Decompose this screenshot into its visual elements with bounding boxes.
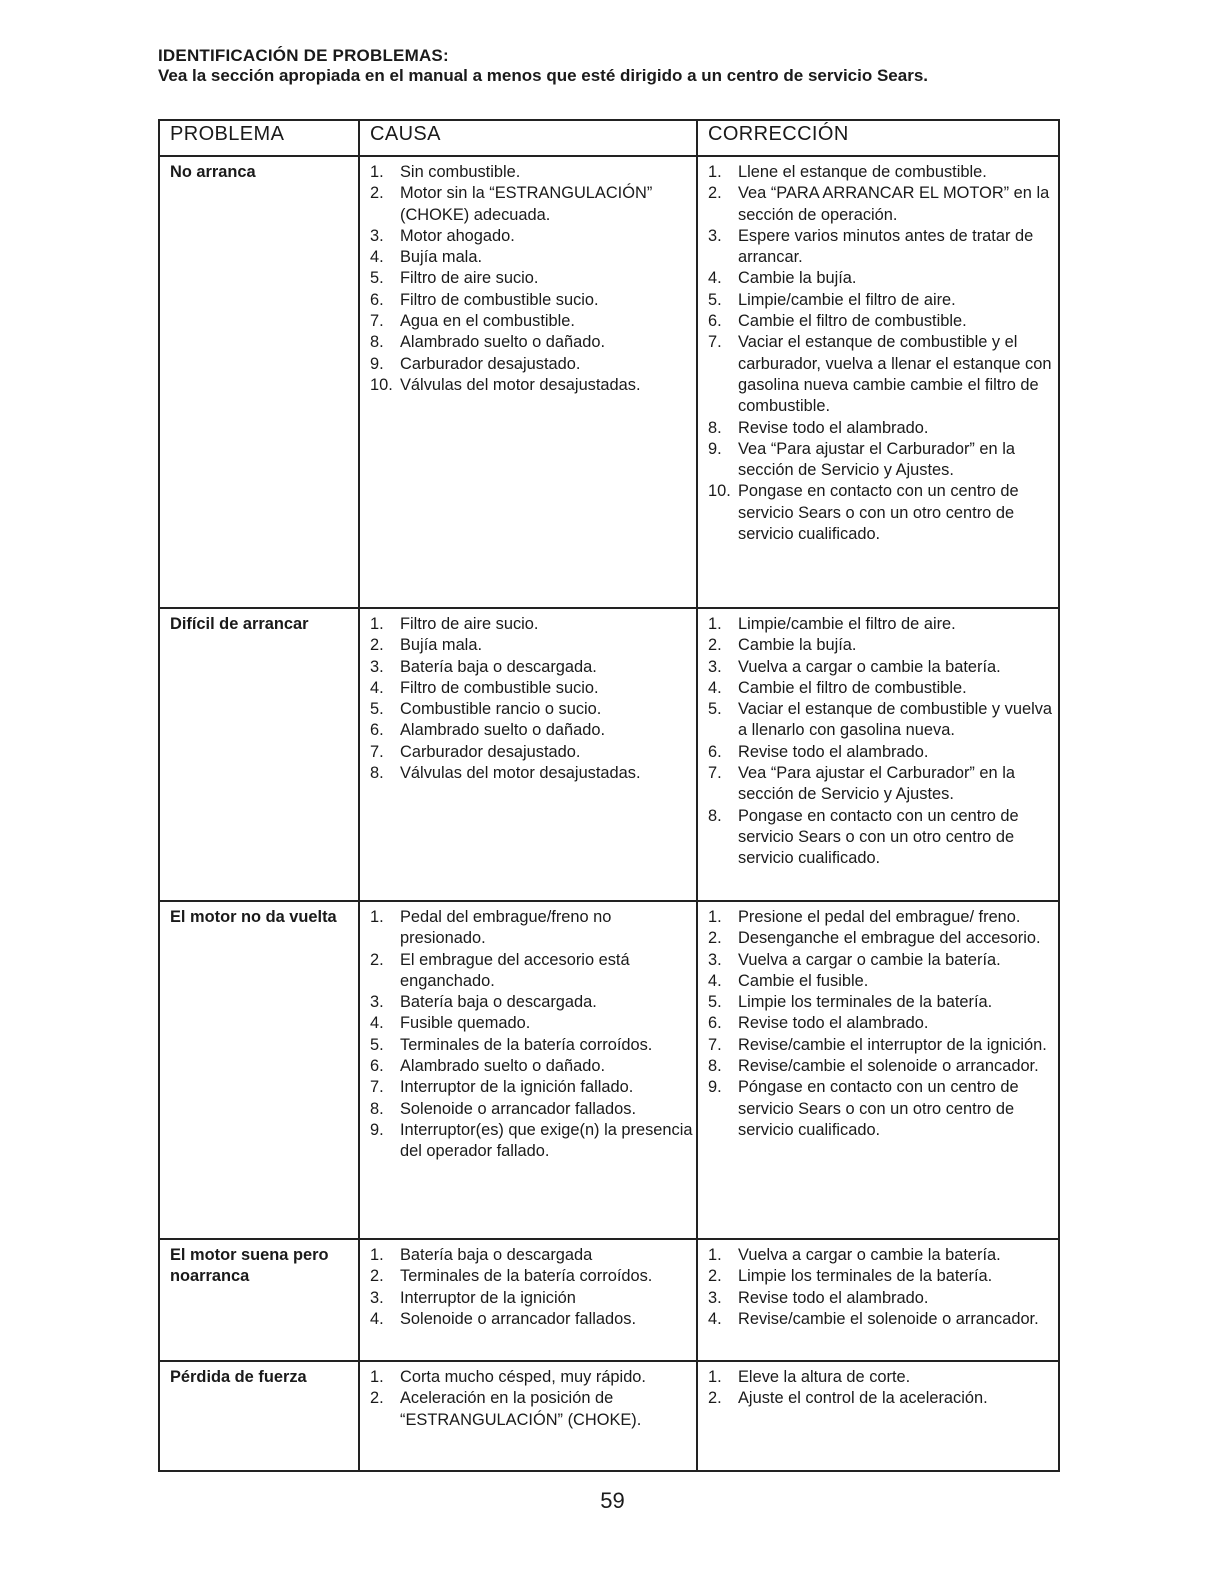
item-number: 9. <box>708 439 722 458</box>
cause-item <box>370 247 694 268</box>
cause-item <box>370 907 694 950</box>
correction-cell <box>697 901 1059 1239</box>
item-number: 2. <box>708 184 722 203</box>
problem-cell: Difícil de arrancar <box>159 608 359 901</box>
item-number: 5. <box>708 290 722 309</box>
item-text: Espere varios minutos antes de tratar de arrancar. <box>738 226 1034 267</box>
item-number: 6. <box>708 742 722 761</box>
item-text: Revise/cambie el interruptor de la ignición. <box>738 1035 1047 1054</box>
item-number: 5. <box>370 1035 384 1054</box>
item-number: 9. <box>708 1078 722 1097</box>
item-number: 9. <box>370 354 384 373</box>
item-text: Póngase en contacto con un centro de servicio Sears o con un otro centro de servicio cualificado. <box>738 1078 1019 1139</box>
item-text: Carburador desajustado. <box>400 354 581 373</box>
cause-item <box>370 1367 694 1388</box>
item-text: Vea “Para ajustar el Carburador” en la sección de Servicio y Ajustes. <box>738 764 1015 804</box>
item-text: Bujía mala. <box>400 248 482 267</box>
item-text: Motor sin la “ESTRANGULACIÓN” (CHOKE) adecuada. <box>400 184 653 224</box>
item-text: Agua en el combustible. <box>400 312 575 331</box>
correction-list <box>708 614 1056 870</box>
item-text: Pongase en contacto con un centro de servicio Sears o con un otro centro de servicio cualificado. <box>738 482 1019 544</box>
item-text: Vea “Para ajustar el Carburador” en la sección de Servicio y Ajustes. <box>738 439 1015 480</box>
item-text: Batería baja o descargada. <box>400 657 597 676</box>
correction-list <box>708 162 1056 545</box>
cause-item <box>370 1056 694 1077</box>
item-text: Limpie los terminales de la batería. <box>738 993 993 1012</box>
correction-cell <box>697 1239 1059 1361</box>
correction-item <box>708 418 1056 439</box>
item-text: Solenoide o arrancador fallados. <box>400 1309 636 1328</box>
item-text: Vuelva a cargar o cambie la batería. <box>738 657 1001 676</box>
problem-cell: Pérdida de fuerza <box>159 1361 359 1471</box>
item-text: Filtro de combustible sucio. <box>400 290 599 309</box>
table-header-row <box>159 120 1059 156</box>
cause-cell <box>359 901 697 1239</box>
item-number: 3. <box>370 993 384 1012</box>
item-number: 2. <box>370 1267 384 1286</box>
correction-item <box>708 806 1056 870</box>
item-text: Terminales de la batería corroídos. <box>400 1035 653 1054</box>
item-number: 5. <box>370 700 384 719</box>
item-number: 1. <box>370 1368 384 1386</box>
item-number: 8. <box>708 806 722 825</box>
header-cause: CAUSA <box>359 120 697 156</box>
item-number: 4. <box>370 248 384 267</box>
item-text: Válvulas del motor desajustadas. <box>400 764 641 783</box>
item-text: Cambie el fusible. <box>738 971 869 990</box>
cause-item <box>370 1120 694 1163</box>
item-number: 4. <box>370 1309 384 1328</box>
item-number: 10. <box>708 482 731 501</box>
item-number: 3. <box>370 1288 384 1307</box>
table-row <box>159 901 1059 1239</box>
item-number: 7. <box>370 312 384 331</box>
correction-item <box>708 332 1056 417</box>
item-text: Interruptor(es) que exige(n) la presencia del operador fallado. <box>400 1120 693 1161</box>
problem-cell: El motor no da vuelta <box>159 901 359 1239</box>
item-text: Cambie el filtro de combustible. <box>738 678 967 697</box>
correction-item <box>708 699 1056 742</box>
item-number: 4. <box>370 1014 384 1033</box>
item-number: 4. <box>708 678 722 697</box>
correction-item <box>708 635 1056 656</box>
item-text: Revise/cambie el solenoide o arrancador. <box>738 1057 1039 1076</box>
item-number: 7. <box>708 333 722 352</box>
cause-list <box>370 162 694 396</box>
section-instructions: Vea la sección apropiada en el manual a menos que esté dirigido a un centro de servicio Sears. <box>158 66 929 85</box>
table-row <box>159 1239 1059 1361</box>
item-number: 5. <box>370 269 384 288</box>
item-number: 10. <box>370 375 393 394</box>
correction-item <box>708 907 1056 928</box>
correction-item <box>708 678 1056 699</box>
cause-item <box>370 162 694 183</box>
item-number: 8. <box>708 418 722 437</box>
item-text: Revise todo el alambrado. <box>738 418 929 437</box>
item-number: 3. <box>370 657 384 676</box>
item-number: 7. <box>708 1035 722 1054</box>
cause-item <box>370 268 694 289</box>
correction-cell <box>697 1361 1059 1471</box>
item-text: Solenoide o arrancador fallados. <box>400 1099 636 1118</box>
item-number: 8. <box>708 1057 722 1076</box>
item-text: Fusible quemado. <box>400 1014 531 1033</box>
correction-item <box>708 614 1056 635</box>
item-text: Limpie los terminales de la batería. <box>738 1267 993 1286</box>
cause-item <box>370 1099 694 1120</box>
cause-item <box>370 1388 694 1431</box>
item-text: Ajuste el control de la aceleración. <box>738 1389 988 1408</box>
item-number: 2. <box>708 636 722 655</box>
cause-item <box>370 332 694 353</box>
item-number: 5. <box>708 700 722 719</box>
table-row <box>159 156 1059 608</box>
cause-cell <box>359 156 697 608</box>
cause-list <box>370 1245 694 1330</box>
item-text: Presione el pedal del embrague/ freno. <box>738 908 1021 926</box>
item-number: 3. <box>708 657 722 676</box>
item-text: Vea “PARA ARRANCAR EL MOTOR” en la sección de operación. <box>738 184 1050 224</box>
item-text: Eleve la altura de corte. <box>738 1368 911 1386</box>
correction-item <box>708 1056 1056 1077</box>
item-text: Combustible rancio o sucio. <box>400 700 602 719</box>
item-text: Cambie el filtro de combustible. <box>738 312 967 331</box>
cause-item <box>370 657 694 678</box>
table-row <box>159 1361 1059 1471</box>
correction-item <box>708 742 1056 763</box>
header-correction: CORRECCIÓN <box>697 120 1059 156</box>
item-number: 8. <box>370 764 384 783</box>
cause-item <box>370 183 694 226</box>
item-text: Pongase en contacto con un centro de servicio Sears o con un otro centro de servicio cualificado. <box>738 806 1019 868</box>
correction-cell <box>697 608 1059 901</box>
item-text: Cambie la bujía. <box>738 269 857 288</box>
cause-item <box>370 635 694 656</box>
cause-item <box>370 1245 694 1266</box>
item-number: 9. <box>370 1120 384 1139</box>
cause-item <box>370 678 694 699</box>
item-number: 6. <box>708 312 722 331</box>
cause-item <box>370 614 694 635</box>
item-text: Bujía mala. <box>400 636 482 655</box>
item-number: 6. <box>370 721 384 740</box>
correction-item <box>708 1288 1056 1309</box>
item-number: 2. <box>370 184 384 203</box>
correction-item <box>708 1309 1056 1330</box>
item-text: Vaciar el estanque de combustible y vuelva a llenarlo con gasolina nueva. <box>738 700 1053 740</box>
item-number: 1. <box>708 163 722 181</box>
item-text: El embrague del accesorio está enganchado. <box>400 950 630 990</box>
cause-item <box>370 375 694 396</box>
correction-item <box>708 1367 1056 1388</box>
correction-item <box>708 928 1056 949</box>
cause-item <box>370 1309 694 1330</box>
item-number: 2. <box>370 1389 384 1408</box>
item-text: Vuelva a cargar o cambie la batería. <box>738 950 1001 969</box>
correction-item <box>708 290 1056 311</box>
cause-item <box>370 763 694 784</box>
item-number: 7. <box>708 764 722 783</box>
correction-item <box>708 950 1056 971</box>
item-text: Cambie la bujía. <box>738 636 857 655</box>
item-text: Vaciar el estanque de combustible y el carburador, vuelva a llenar el estanque con gasolina nueva cambie cambie el filtro de combustible. <box>738 333 1052 416</box>
correction-item <box>708 311 1056 332</box>
item-number: 7. <box>370 742 384 761</box>
table-body <box>159 156 1059 1471</box>
cause-item <box>370 311 694 332</box>
cause-item <box>370 1288 694 1309</box>
item-number: 2. <box>708 929 722 948</box>
cause-item <box>370 226 694 247</box>
correction-item <box>708 971 1056 992</box>
item-text: Pedal del embrague/freno no presionado. <box>400 908 612 948</box>
item-number: 1. <box>708 908 722 926</box>
item-number: 2. <box>708 1267 722 1286</box>
correction-item <box>708 1077 1056 1141</box>
correction-list <box>708 1367 1056 1410</box>
cause-list <box>370 1367 694 1431</box>
section-title: IDENTIFICACIÓN DE PROBLEMAS: <box>158 46 449 65</box>
item-text: Válvulas del motor desajustadas. <box>400 375 641 394</box>
correction-list <box>708 1245 1056 1330</box>
item-number: 1. <box>370 908 384 926</box>
cause-item <box>370 720 694 741</box>
item-number: 7. <box>370 1078 384 1097</box>
item-number: 2. <box>708 1389 722 1408</box>
correction-item <box>708 226 1056 269</box>
cause-item <box>370 950 694 993</box>
item-text: Limpie/cambie el filtro de aire. <box>738 290 956 309</box>
item-text: Filtro de combustible sucio. <box>400 678 599 697</box>
item-number: 2. <box>370 950 384 969</box>
item-number: 3. <box>370 226 384 245</box>
item-text: Alambrado suelto o dañado. <box>400 333 606 352</box>
item-number: 3. <box>708 1288 722 1307</box>
correction-item <box>708 1266 1056 1287</box>
item-number: 3. <box>708 950 722 969</box>
item-number: 3. <box>708 226 722 245</box>
cause-item <box>370 354 694 375</box>
item-text: Alambrado suelto o dañado. <box>400 1057 606 1076</box>
correction-list <box>708 907 1056 1141</box>
cause-cell <box>359 1239 697 1361</box>
correction-item <box>708 1035 1056 1056</box>
cause-item <box>370 1013 694 1034</box>
item-text: Alambrado suelto o dañado. <box>400 721 606 740</box>
cause-item <box>370 699 694 720</box>
item-text: Interruptor de la ignición fallado. <box>400 1078 634 1097</box>
item-number: 6. <box>370 290 384 309</box>
header-problem: PROBLEMA <box>159 120 359 156</box>
correction-item <box>708 657 1056 678</box>
item-number: 2. <box>370 636 384 655</box>
correction-item <box>708 1013 1056 1034</box>
cause-cell <box>359 1361 697 1471</box>
item-text: Limpie/cambie el filtro de aire. <box>738 615 956 633</box>
cause-item <box>370 1035 694 1056</box>
item-number: 4. <box>708 971 722 990</box>
problem-cell: El motor suena pero noarranca <box>159 1239 359 1361</box>
item-text: Carburador desajustado. <box>400 742 581 761</box>
item-text: Revise todo el alambrado. <box>738 742 929 761</box>
problem-cell: No arranca <box>159 156 359 608</box>
correction-item <box>708 162 1056 183</box>
item-text: Filtro de aire sucio. <box>400 615 539 633</box>
item-number: 4. <box>708 269 722 288</box>
item-number: 1. <box>370 163 384 181</box>
item-text: Interruptor de la ignición <box>400 1288 576 1307</box>
cause-cell <box>359 608 697 901</box>
item-text: Aceleración en la posición de “ESTRANGULACIÓN” (CHOKE). <box>400 1389 642 1429</box>
item-number: 1. <box>708 1246 722 1264</box>
item-text: Motor ahogado. <box>400 226 515 245</box>
correction-item <box>708 992 1056 1013</box>
item-text: Desenganche el embrague del accesorio. <box>738 929 1041 948</box>
correction-item <box>708 763 1056 806</box>
item-text: Corta mucho césped, muy rápido. <box>400 1368 646 1386</box>
page-number: 59 <box>600 1488 625 1513</box>
item-text: Llene el estanque de combustible. <box>738 163 987 181</box>
item-number: 4. <box>708 1309 722 1328</box>
item-number: 6. <box>370 1057 384 1076</box>
cause-list <box>370 614 694 784</box>
correction-item <box>708 183 1056 226</box>
cause-item <box>370 992 694 1013</box>
table-row <box>159 608 1059 901</box>
cause-item <box>370 1077 694 1098</box>
item-text: Revise todo el alambrado. <box>738 1288 929 1307</box>
item-number: 1. <box>370 615 384 633</box>
item-text: Revise todo el alambrado. <box>738 1014 929 1033</box>
item-number: 5. <box>708 993 722 1012</box>
item-number: 8. <box>370 333 384 352</box>
item-text: Batería baja o descargada. <box>400 993 597 1012</box>
item-text: Terminales de la batería corroídos. <box>400 1267 653 1286</box>
item-number: 6. <box>708 1014 722 1033</box>
correction-item <box>708 439 1056 482</box>
item-text: Revise/cambie el solenoide o arrancador. <box>738 1309 1039 1328</box>
item-number: 1. <box>708 1368 722 1386</box>
correction-item <box>708 268 1056 289</box>
item-text: Vuelva a cargar o cambie la batería. <box>738 1246 1001 1264</box>
cause-list <box>370 907 694 1163</box>
cause-item <box>370 1266 694 1287</box>
correction-item <box>708 481 1056 545</box>
correction-item <box>708 1245 1056 1266</box>
troubleshooting-table <box>158 119 1060 1472</box>
cause-item <box>370 290 694 311</box>
correction-item <box>708 1388 1056 1409</box>
item-number: 1. <box>708 615 722 633</box>
item-text: Filtro de aire sucio. <box>400 269 539 288</box>
item-text: Sin combustible. <box>400 163 521 181</box>
cause-item <box>370 742 694 763</box>
correction-cell <box>697 156 1059 608</box>
item-number: 4. <box>370 678 384 697</box>
item-text: Batería baja o descargada <box>400 1246 593 1264</box>
item-number: 8. <box>370 1099 384 1118</box>
item-number: 1. <box>370 1246 384 1264</box>
